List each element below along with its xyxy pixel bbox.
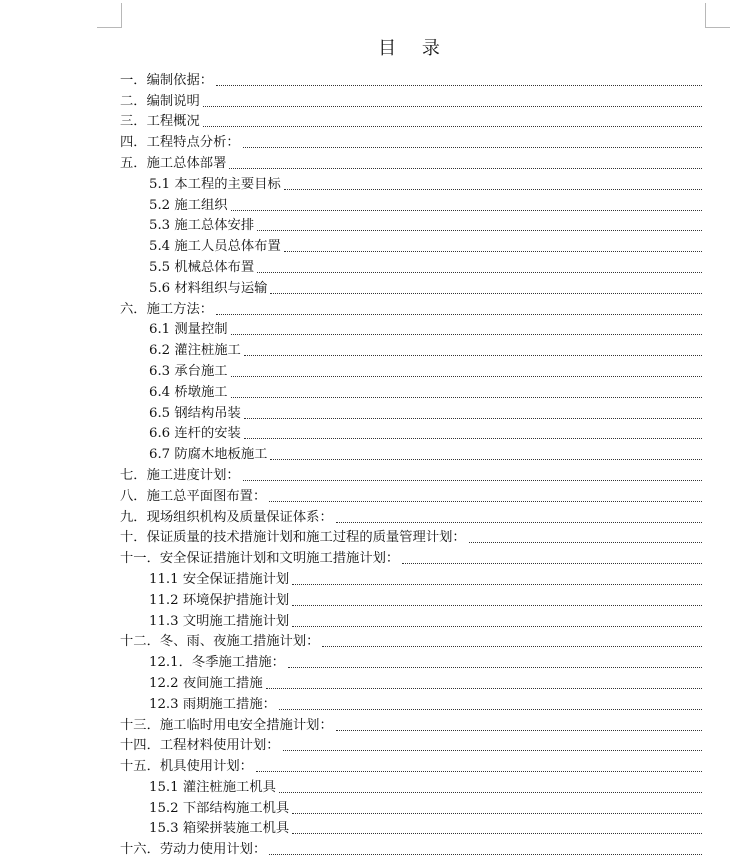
toc-leader-dots	[270, 293, 702, 294]
toc-leader-dots	[284, 189, 702, 190]
toc-entry-text: 二．编制说明	[120, 93, 200, 109]
toc-entry[interactable]	[120, 359, 702, 380]
toc-leader-dots	[292, 605, 702, 606]
toc-entry[interactable]	[120, 754, 702, 775]
toc-entry[interactable]	[120, 110, 702, 131]
toc-entry[interactable]	[120, 630, 702, 651]
toc-entry[interactable]	[120, 214, 702, 235]
toc-entry-text: 6.3 承台施工	[149, 363, 228, 379]
toc-entry-text: 6.4 桥墩施工	[149, 384, 228, 400]
toc-leader-dots	[216, 85, 702, 86]
toc-leader-dots	[266, 688, 702, 689]
toc-entry[interactable]	[120, 297, 702, 318]
toc-entry-text: 一．编制依据：	[120, 72, 214, 88]
toc-entry[interactable]	[120, 567, 702, 588]
toc-leader-dots	[322, 646, 702, 647]
toc-entry[interactable]	[120, 692, 702, 713]
table-of-contents	[120, 68, 702, 858]
toc-leader-dots	[244, 418, 702, 419]
toc-entry-text: 6.2 灌注桩施工	[149, 343, 241, 359]
toc-entry-text: 三．工程概况	[120, 114, 200, 130]
toc-leader-dots	[292, 626, 702, 627]
toc-entry-text: 15.1 灌注桩施工机具	[149, 779, 276, 795]
toc-leader-dots	[203, 126, 702, 127]
toc-entry-text: 十一．安全保证措施计划和文明施工措施计划：	[120, 551, 400, 567]
toc-leader-dots	[292, 813, 702, 814]
toc-leader-dots	[231, 334, 702, 335]
toc-leader-dots	[284, 251, 702, 252]
toc-leader-dots	[336, 522, 702, 523]
toc-entry[interactable]	[120, 526, 702, 547]
toc-entry-text: 5.4 施工人员总体布置	[149, 239, 281, 255]
toc-leader-dots	[402, 563, 702, 564]
toc-entry[interactable]	[120, 193, 702, 214]
toc-entry-text: 5.5 机械总体布置	[149, 259, 255, 275]
toc-entry[interactable]	[120, 588, 702, 609]
toc-entry-text: 四．工程特点分析：	[120, 135, 240, 151]
toc-entry[interactable]	[120, 318, 702, 339]
toc-leader-dots	[279, 792, 702, 793]
toc-entry-text: 5.3 施工总体安排	[149, 218, 255, 234]
toc-leader-dots	[231, 210, 702, 211]
toc-entry[interactable]	[120, 671, 702, 692]
toc-entry[interactable]	[120, 505, 702, 526]
toc-entry[interactable]	[120, 234, 702, 255]
toc-entry-text: 五．施工总体部署	[120, 155, 227, 171]
toc-leader-dots	[336, 730, 702, 731]
toc-leader-dots	[257, 272, 702, 273]
toc-entry[interactable]	[120, 338, 702, 359]
toc-entry[interactable]	[120, 463, 702, 484]
toc-entry-text: 十六．劳动力使用计划：	[120, 842, 267, 858]
toc-entry-text: 七．施工进度计划：	[120, 467, 240, 483]
toc-entry-text: 12.3 雨期施工措施：	[149, 696, 276, 712]
toc-entry-text: 十四．工程材料使用计划：	[120, 738, 280, 754]
toc-entry[interactable]	[120, 401, 702, 422]
toc-entry[interactable]	[120, 734, 702, 755]
toc-entry[interactable]	[120, 817, 702, 838]
toc-leader-dots	[270, 459, 702, 460]
toc-leader-dots	[243, 480, 702, 481]
toc-entry-text: 5.1 本工程的主要目标	[149, 176, 281, 192]
toc-entry[interactable]	[120, 276, 702, 297]
toc-entry-text: 十三．施工临时用电安全措施计划：	[120, 717, 333, 733]
toc-leader-dots	[243, 147, 702, 148]
toc-entry[interactable]	[120, 380, 702, 401]
toc-leader-dots	[231, 376, 702, 377]
toc-entry[interactable]	[120, 775, 702, 796]
toc-entry-text: 11.1 安全保证措施计划	[149, 571, 290, 587]
toc-entry-text: 十二．冬、雨、夜施工措施计划：	[120, 634, 320, 650]
toc-entry-text: 15.3 箱梁拼装施工机具	[149, 821, 290, 837]
toc-entry[interactable]	[120, 650, 702, 671]
toc-leader-dots	[257, 230, 702, 231]
toc-leader-dots	[229, 168, 702, 169]
toc-entry-text: 十五．机具使用计划：	[120, 759, 253, 775]
toc-leader-dots	[244, 438, 702, 439]
toc-leader-dots	[269, 854, 702, 855]
toc-entry-text: 6.6 连杆的安装	[149, 426, 241, 442]
toc-entry[interactable]	[120, 609, 702, 630]
toc-leader-dots	[288, 667, 702, 668]
toc-entry[interactable]	[120, 546, 702, 567]
toc-entry-text: 6.7 防腐木地板施工	[149, 447, 268, 463]
toc-entry[interactable]	[120, 255, 702, 276]
margin-corner-mark-left	[97, 3, 122, 28]
toc-entry[interactable]	[120, 68, 702, 89]
toc-leader-dots	[279, 709, 702, 710]
toc-entry[interactable]	[120, 151, 702, 172]
margin-corner-mark-right	[705, 3, 730, 28]
toc-leader-dots	[203, 106, 702, 107]
toc-entry[interactable]	[120, 796, 702, 817]
toc-entry-text: 5.2 施工组织	[149, 197, 228, 213]
toc-entry-text: 11.3 文明施工措施计划	[149, 613, 290, 629]
toc-entry-text: 12.2 夜间施工措施	[149, 675, 263, 691]
toc-entry-text: 6.5 钢结构吊装	[149, 405, 241, 421]
toc-leader-dots	[292, 833, 702, 834]
toc-entry-text: 11.2 环境保护措施计划	[149, 592, 290, 608]
toc-leader-dots	[231, 397, 702, 398]
toc-entry[interactable]	[120, 484, 702, 505]
toc-entry-text: 6.1 测量控制	[149, 322, 228, 338]
toc-entry[interactable]	[120, 713, 702, 734]
toc-leader-dots	[283, 750, 702, 751]
toc-leader-dots	[269, 501, 702, 502]
toc-entry-text: 六．施工方法：	[120, 301, 214, 317]
toc-entry-text: 九．现场组织机构及质量保证体系：	[120, 509, 333, 525]
toc-entry-text: 十．保证质量的技术措施计划和施工过程的质量管理计划：	[120, 530, 466, 546]
toc-entry-text: 12.1．冬季施工措施：	[149, 655, 285, 671]
toc-entry[interactable]	[120, 130, 702, 151]
toc-entry-text: 5.6 材料组织与运输	[149, 280, 268, 296]
toc-entry[interactable]	[120, 837, 702, 858]
toc-entry-text: 八．施工总平面图布置：	[120, 488, 267, 504]
toc-leader-dots	[469, 542, 702, 543]
toc-entry[interactable]	[120, 442, 702, 463]
toc-leader-dots	[216, 314, 702, 315]
toc-entry-text: 15.2 下部结构施工机具	[149, 800, 290, 816]
toc-leader-dots	[256, 771, 702, 772]
toc-leader-dots	[244, 355, 702, 356]
toc-entry[interactable]	[120, 422, 702, 443]
toc-title: 目 录	[378, 38, 450, 59]
toc-entry[interactable]	[120, 89, 702, 110]
toc-entry[interactable]	[120, 172, 702, 193]
toc-leader-dots	[292, 584, 702, 585]
